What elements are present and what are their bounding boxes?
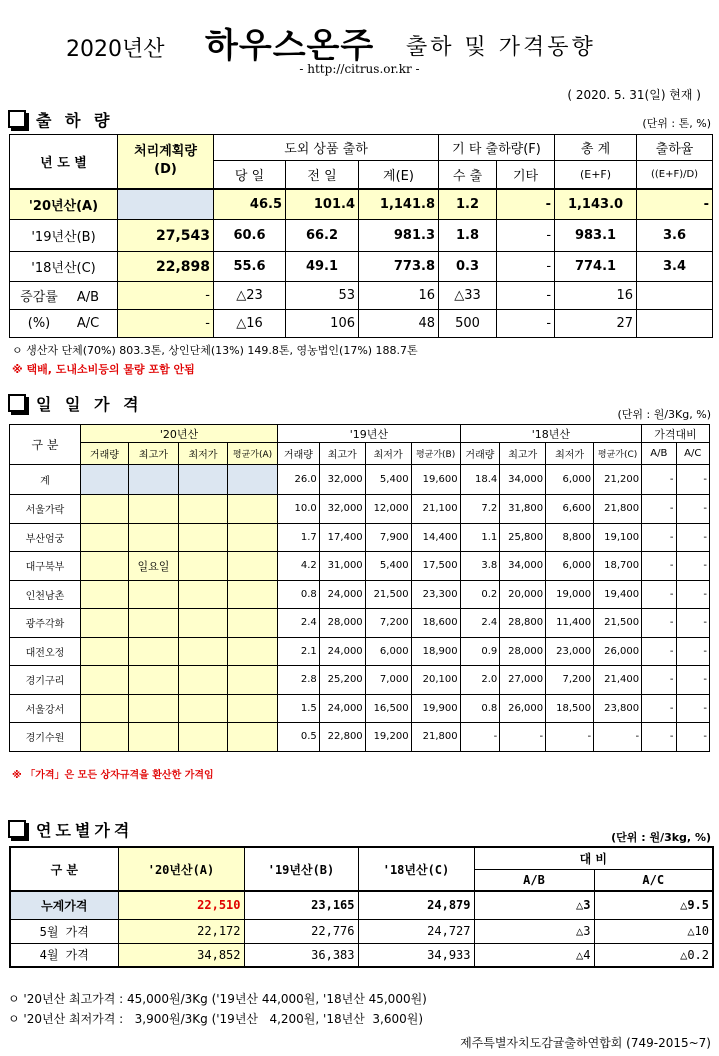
table-cell: 19,200 xyxy=(365,723,411,752)
table-cell: 17,400 xyxy=(319,523,365,552)
table-cell xyxy=(80,637,128,666)
site-url[interactable]: - http://citrus.or.kr - xyxy=(299,62,420,76)
table-cell: - xyxy=(642,495,676,524)
subheader-cell: 평균가(A) xyxy=(227,443,277,465)
table-cell: 23,300 xyxy=(411,580,460,609)
table-cell: 6,000 xyxy=(546,552,594,581)
table-cell xyxy=(128,609,178,638)
table-cell: - xyxy=(642,580,676,609)
header-export: 수 출 xyxy=(439,161,497,189)
table-cell xyxy=(178,552,227,581)
subheader-cell: 평균가(C) xyxy=(594,443,642,465)
table-cell: 21,500 xyxy=(594,609,642,638)
table-cell: 12,000 xyxy=(365,495,411,524)
subheader-cell: 평균가(B) xyxy=(411,443,460,465)
table-cell: 2.4 xyxy=(460,609,500,638)
daily-price-note: ※ 「가격」은 모든 상자규격을 환산한 가격임 xyxy=(12,770,214,781)
shipment-note-producers: ㅇ 생산자 단체(70%) 803.3톤, 상인단체(13%) 149.8톤, 영농법인(17%) 188.7톤 xyxy=(12,344,418,357)
table-cell: 2.8 xyxy=(278,666,320,695)
table-cell: 25,800 xyxy=(500,523,546,552)
table-cell: 21,400 xyxy=(594,666,642,695)
table-cell: 26.0 xyxy=(278,465,320,495)
subheader-cell: 최저가 xyxy=(546,443,594,465)
table-cell: 4.2 xyxy=(278,552,320,581)
table-cell: - xyxy=(642,723,676,752)
table-cell: 24,000 xyxy=(319,694,365,723)
yearly-unit: (단위 : 원/3kg, %) xyxy=(611,831,711,844)
table-cell xyxy=(178,495,227,524)
table-cell: 부산엄궁 xyxy=(10,523,81,552)
table-cell: - xyxy=(642,552,676,581)
table-cell: - xyxy=(642,609,676,638)
header-ac: A/C xyxy=(594,869,713,891)
table-cell: 34,000 xyxy=(500,552,546,581)
table-row xyxy=(10,495,710,524)
table-cell: 대구북부 xyxy=(10,552,81,581)
table-cell: 0.2 xyxy=(460,580,500,609)
yearly-section-title: 연도별가격 xyxy=(8,818,133,841)
table-cell: 28,800 xyxy=(500,609,546,638)
footer-org: 제주특별자치도감귤출하연합회 (749-2015~7) xyxy=(460,1036,711,1050)
table-cell: 인천남촌 xyxy=(10,580,81,609)
table-cell: 19,600 xyxy=(411,465,460,495)
shipment-table xyxy=(9,134,713,338)
table-cell: 14,400 xyxy=(411,523,460,552)
header-gubun: 구 분 xyxy=(10,425,81,465)
table-cell xyxy=(80,609,128,638)
table-row xyxy=(10,666,710,695)
shipment-unit: (단위 : 톤, %) xyxy=(642,117,711,130)
table-cell xyxy=(128,580,178,609)
table-cell: 16,500 xyxy=(365,694,411,723)
daily-price-table xyxy=(9,424,710,752)
table-cell: 21,100 xyxy=(411,495,460,524)
table-cell: 1.5 xyxy=(278,694,320,723)
checkbox-icon xyxy=(8,820,26,838)
table-cell: 20,100 xyxy=(411,666,460,695)
table-cell: 19,100 xyxy=(594,523,642,552)
table-cell: - xyxy=(642,523,676,552)
table-cell xyxy=(80,666,128,695)
subheader-cell: A/B xyxy=(642,443,676,465)
table-row: 4월 가격 34,852 36,383 34,933 △4 △0.2 xyxy=(10,943,713,967)
subheader-cell: A/C xyxy=(676,443,710,465)
table-cell: 32,000 xyxy=(319,495,365,524)
header-rate-sub: ((E+F)/D) xyxy=(637,161,713,189)
table-cell: 0.9 xyxy=(460,637,500,666)
table-cell xyxy=(227,495,277,524)
table-cell xyxy=(80,495,128,524)
table-cell: 8,800 xyxy=(546,523,594,552)
table-row: '19년산(B) 27,543 60.6 66.2 981.3 1.8 - 983.1 3.6 xyxy=(10,220,713,252)
table-cell xyxy=(80,723,128,752)
header-2020: '20년산 xyxy=(80,425,277,443)
table-cell: 경기수원 xyxy=(10,723,81,752)
header-other: 기 타 출하량(F) xyxy=(439,135,555,161)
table-cell: 20,000 xyxy=(500,580,546,609)
subheader-cell: 거래량 xyxy=(80,443,128,465)
table-cell xyxy=(128,495,178,524)
table-row xyxy=(10,465,710,495)
header-year: 년 도 별 xyxy=(10,135,118,189)
table-cell xyxy=(227,637,277,666)
header-compare: 가격대비 xyxy=(642,425,710,443)
table-cell xyxy=(80,465,128,495)
page-title xyxy=(0,14,719,66)
table-cell: - xyxy=(676,523,710,552)
table-row xyxy=(10,694,710,723)
checkbox-icon xyxy=(8,110,26,128)
table-row: (%) A/C - △16 106 48 500 - 27 xyxy=(10,310,713,338)
table-cell: - xyxy=(676,694,710,723)
table-cell xyxy=(227,694,277,723)
table-cell xyxy=(128,694,178,723)
table-cell: 25,200 xyxy=(319,666,365,695)
table-cell: 27,000 xyxy=(500,666,546,695)
table-cell: 0.8 xyxy=(460,694,500,723)
table-cell: 7.2 xyxy=(460,495,500,524)
table-cell: 21,800 xyxy=(594,495,642,524)
shipment-note-excluded: ※ 택배, 도내소비등의 물량 포함 안됨 xyxy=(12,363,195,376)
table-cell: 28,000 xyxy=(319,609,365,638)
table-cell xyxy=(178,609,227,638)
table-cell xyxy=(227,552,277,581)
table-cell: - xyxy=(546,723,594,752)
table-cell: 18.4 xyxy=(460,465,500,495)
header-gubun: 구 분 xyxy=(10,847,118,891)
table-cell: - xyxy=(642,694,676,723)
table-cell: - xyxy=(642,666,676,695)
table-row: 5월 가격 22,172 22,776 24,727 △3 △10 xyxy=(10,919,713,943)
header-total-sub: (E+F) xyxy=(555,161,637,189)
table-cell: 18,700 xyxy=(594,552,642,581)
table-row xyxy=(10,580,710,609)
table-cell: 5,400 xyxy=(365,465,411,495)
subheader-cell: 최고가 xyxy=(128,443,178,465)
table-cell: 서울강서 xyxy=(10,694,81,723)
table-cell: 서울가락 xyxy=(10,495,81,524)
table-cell: 계 xyxy=(10,465,81,495)
table-cell: 경기구리 xyxy=(10,666,81,695)
yearly-note-min: ㅇ '20년산 최저가격 : 3,900원/3Kg ('19년산 4,200원, '18년산 3,600원) xyxy=(8,1012,424,1026)
table-cell: 23,000 xyxy=(546,637,594,666)
table-cell: 24,000 xyxy=(319,637,365,666)
table-cell xyxy=(178,580,227,609)
table-cell: 6,000 xyxy=(546,465,594,495)
table-cell xyxy=(227,580,277,609)
header-etc: 기타 xyxy=(497,161,555,189)
table-cell xyxy=(178,666,227,695)
header-2019: '19년산(B) xyxy=(244,847,358,891)
table-cell: 5,400 xyxy=(365,552,411,581)
table-cell: - xyxy=(676,666,710,695)
table-cell: 23,800 xyxy=(594,694,642,723)
table-cell: 2.4 xyxy=(278,609,320,638)
table-cell: 7,000 xyxy=(365,666,411,695)
table-row xyxy=(10,552,710,581)
subheader-cell: 거래량 xyxy=(460,443,500,465)
change-rate-label: 증감률 A/B xyxy=(10,282,118,310)
table-cell xyxy=(178,637,227,666)
title-sub: 출하 및 가격동향 xyxy=(406,35,596,60)
table-cell xyxy=(128,637,178,666)
table-cell: 6,000 xyxy=(365,637,411,666)
table-cell: - xyxy=(676,637,710,666)
header-2018: '18년산(C) xyxy=(358,847,474,891)
table-cell: 19,000 xyxy=(546,580,594,609)
table-cell: - xyxy=(594,723,642,752)
table-cell: 일요일 xyxy=(128,552,178,581)
subheader-cell: 거래량 xyxy=(278,443,320,465)
shipment-section-title: 출 하 량 xyxy=(8,108,114,131)
header-2018: '18년산 xyxy=(460,425,641,443)
title-year: 2020년산 xyxy=(66,37,165,62)
table-cell xyxy=(227,523,277,552)
table-cell: 11,400 xyxy=(546,609,594,638)
table-cell: - xyxy=(676,580,710,609)
table-cell: 21,800 xyxy=(411,723,460,752)
header-plan: 처리계획량 (D) xyxy=(118,135,214,189)
yearly-price-table xyxy=(9,846,714,968)
title-main: 하우스온주 xyxy=(205,26,375,66)
table-cell: 21,500 xyxy=(365,580,411,609)
table-cell: 7,200 xyxy=(546,666,594,695)
table-cell: 18,600 xyxy=(411,609,460,638)
table-cell: 0.5 xyxy=(278,723,320,752)
table-cell xyxy=(80,694,128,723)
header-sum: 계(E) xyxy=(359,161,439,189)
table-cell xyxy=(178,523,227,552)
table-cell: - xyxy=(676,609,710,638)
subheader-cell: 최저가 xyxy=(365,443,411,465)
table-cell: 0.8 xyxy=(278,580,320,609)
table-row xyxy=(10,609,710,638)
table-cell xyxy=(178,723,227,752)
header-ab: A/B xyxy=(474,869,594,891)
table-cell: 2.1 xyxy=(278,637,320,666)
header-compare: 대 비 xyxy=(474,847,713,869)
header-prev: 전 일 xyxy=(286,161,359,189)
table-cell: 32,000 xyxy=(319,465,365,495)
table-cell: 대전오정 xyxy=(10,637,81,666)
table-cell: - xyxy=(460,723,500,752)
table-row: 누계가격 22,510 23,165 24,879 △3 △9.5 xyxy=(10,891,713,919)
table-cell xyxy=(128,465,178,495)
table-cell: - xyxy=(676,723,710,752)
table-cell: 28,000 xyxy=(500,637,546,666)
table-cell: - xyxy=(676,552,710,581)
yearly-note-max: ㅇ '20년산 최고가격 : 45,000원/3Kg ('19년산 44,000원, '18년산 45,000원) xyxy=(8,992,427,1006)
table-cell: 26,000 xyxy=(500,694,546,723)
table-cell xyxy=(128,523,178,552)
table-row: 증감률 A/B - △23 53 16 △33 - 16 xyxy=(10,282,713,310)
table-row xyxy=(10,637,710,666)
subheader-cell: 최저가 xyxy=(178,443,227,465)
table-cell: 34,000 xyxy=(500,465,546,495)
subheader-cell: 최고가 xyxy=(319,443,365,465)
table-cell: 2.0 xyxy=(460,666,500,695)
table-cell: 1.7 xyxy=(278,523,320,552)
table-cell: 17,500 xyxy=(411,552,460,581)
table-row: '20년산(A) 46.5 101.4 1,141.8 1.2 - 1,143.0 - xyxy=(10,189,713,220)
table-cell: 1.1 xyxy=(460,523,500,552)
table-cell: 7,900 xyxy=(365,523,411,552)
table-cell: 10.0 xyxy=(278,495,320,524)
table-cell: 31,000 xyxy=(319,552,365,581)
checkbox-icon xyxy=(8,394,26,412)
table-cell: 18,900 xyxy=(411,637,460,666)
table-cell: - xyxy=(642,637,676,666)
table-cell: 26,000 xyxy=(594,637,642,666)
table-cell: 19,400 xyxy=(594,580,642,609)
as-of-date: ( 2020. 5. 31(일) 현재 ) xyxy=(567,88,701,102)
table-cell: - xyxy=(642,465,676,495)
table-cell xyxy=(128,666,178,695)
table-cell xyxy=(80,523,128,552)
table-cell xyxy=(80,580,128,609)
header-2019: '19년산 xyxy=(278,425,461,443)
table-cell: 22,800 xyxy=(319,723,365,752)
table-cell: 광주각화 xyxy=(10,609,81,638)
table-cell: 7,200 xyxy=(365,609,411,638)
table-cell xyxy=(128,723,178,752)
daily-section-title: 일 일 가 격 xyxy=(8,392,143,415)
table-cell xyxy=(178,694,227,723)
table-cell: 18,500 xyxy=(546,694,594,723)
table-row xyxy=(10,723,710,752)
table-cell xyxy=(227,609,277,638)
table-cell xyxy=(227,723,277,752)
header-today: 당 일 xyxy=(214,161,286,189)
daily-unit: (단위 : 원/3Kg, %) xyxy=(617,408,711,421)
table-cell: 19,900 xyxy=(411,694,460,723)
subheader-cell: 최고가 xyxy=(500,443,546,465)
table-cell: 24,000 xyxy=(319,580,365,609)
table-cell: 31,800 xyxy=(500,495,546,524)
table-cell: 3.8 xyxy=(460,552,500,581)
table-cell xyxy=(227,666,277,695)
table-cell xyxy=(227,465,277,495)
header-rate: 출하율 xyxy=(637,135,713,161)
table-cell: 21,200 xyxy=(594,465,642,495)
table-cell: - xyxy=(676,495,710,524)
table-row: '18년산(C) 22,898 55.6 49.1 773.8 0.3 - 774.1 3.4 xyxy=(10,252,713,282)
header-2020: '20년산(A) xyxy=(118,847,244,891)
table-cell xyxy=(80,552,128,581)
header-total: 총 계 xyxy=(555,135,637,161)
table-cell: - xyxy=(500,723,546,752)
table-cell: - xyxy=(676,465,710,495)
table-cell: 6,600 xyxy=(546,495,594,524)
table-row xyxy=(10,523,710,552)
table-cell xyxy=(178,465,227,495)
header-domestic: 도외 상품 출하 xyxy=(214,135,439,161)
